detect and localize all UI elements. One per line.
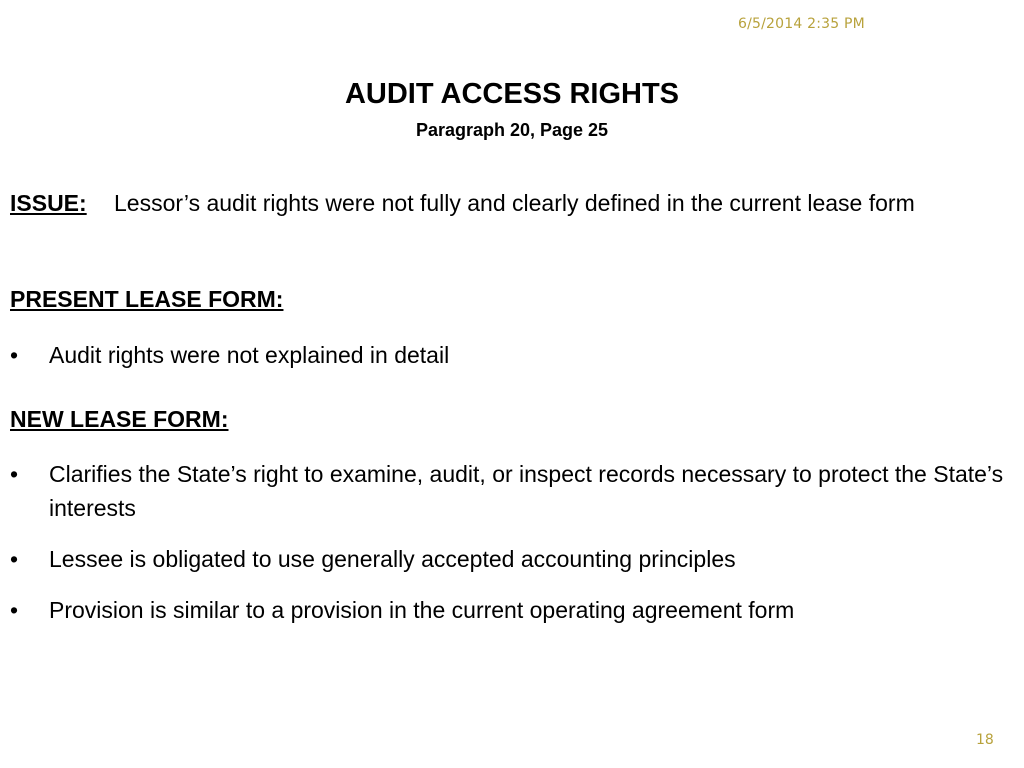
slide-subtitle: Paragraph 20, Page 25 — [415, 120, 609, 140]
list-item — [10, 542, 1010, 576]
bullet-icon: • — [10, 597, 19, 623]
slide-timestamp: 6/5/2014 2:35 PM — [738, 16, 865, 32]
list-item — [10, 457, 1010, 525]
present-lease-heading: PRESENT LEASE FORM: — [10, 286, 284, 312]
issue-label: ISSUE: — [10, 190, 87, 216]
list-item — [10, 593, 1010, 627]
issue-text: Lessor’s audit rights were not fully and clearly defined in the current lease form — [114, 190, 915, 216]
present-lease-list — [10, 338, 1010, 389]
slide-title: AUDIT ACCESS RIGHTS — [344, 78, 680, 110]
bullet-text: Provision is similar to a provision in the current operating agreement form — [49, 597, 795, 623]
list-item — [10, 338, 1010, 372]
new-lease-heading: NEW LEASE FORM: — [10, 406, 229, 432]
bullet-icon: • — [10, 342, 19, 368]
bullet-text: Clarifies the State’s right to examine, audit, or inspect records necessary to protect the State’s interests — [49, 461, 1004, 521]
bullet-text: Lessee is obligated to use generally accepted accounting principles — [49, 546, 736, 572]
bullet-text: Audit rights were not explained in detail — [49, 342, 450, 368]
page-number: 18 — [976, 732, 994, 748]
bullet-icon: • — [10, 546, 19, 572]
new-lease-list — [10, 457, 1010, 644]
bullet-icon: • — [10, 461, 19, 487]
